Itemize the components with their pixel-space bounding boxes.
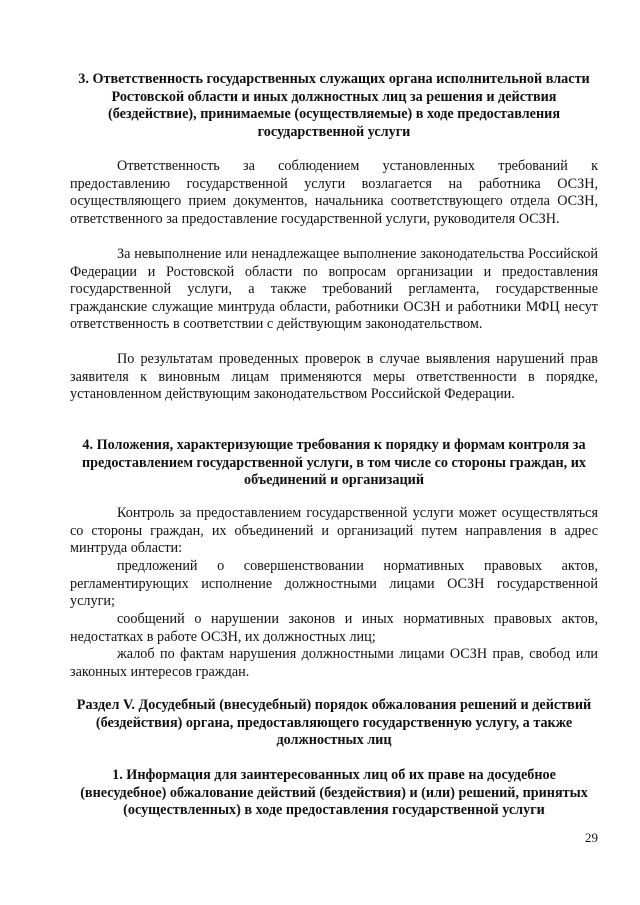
- section-3-paragraph-3: По результатам проведенных проверок в случае выявления нарушений прав заявителя к виновным лицам применяются меры ответственности в порядке, установленном действующим законодательством Российской Федерации.: [70, 351, 598, 403]
- section-4-paragraph-1: Контроль за предоставлением государственной услуги может осуществляться со стороны граждан, их объединений и организаций путем направления в адрес минтруда области:: [70, 505, 598, 557]
- section-4-heading: 4. Положения, характеризующие требования к порядку и формам контроля за предоставлением государственной услуги, в том числе со стороны граждан, их объединений и организаций: [81, 437, 587, 489]
- part-5-section-1-heading: 1. Информация для заинтересованных лиц об их праве на досудебное (внесудебное) обжалование действий (бездействия) и (или) решений, принятых (осуществленных) в ходе предоставления государственной услуги: [80, 767, 588, 819]
- section-4-paragraph-4: жалоб по фактам нарушения должностными лицами ОСЗН прав, свобод или законных интересов граждан.: [70, 646, 598, 680]
- section-4-paragraph-2: предложений о совершенствовании нормативных правовых актов, регламентирующих исполнение должностными лицами ОСЗН государственной услуги;: [70, 558, 598, 610]
- part-5-heading: Раздел V. Досудебный (внесудебный) порядок обжалования решений и действий (бездействия) органа, предоставляющего государственную услугу, а также должностных лиц: [76, 697, 592, 749]
- section-4-paragraph-3: сообщений о нарушении законов и иных нормативных правовых актов, недостатках в работе ОСЗН, их должностных лиц;: [70, 611, 598, 645]
- section-3-paragraph-2: За невыполнение или ненадлежащее выполнение законодательства Российской Федерации и Ростовской области по вопросам организации и предоставления государственной услуги, а также требований регламента, государственные гражданские служащие минтруда области, работники ОСЗН и работники МФЦ несут ответственность в соответствии с действующим законодательством.: [70, 246, 598, 333]
- page-number: 29: [585, 830, 598, 845]
- section-3-paragraph-1: Ответственность за соблюдением установленных требований к предоставлению государственной услуги возлагается на работника ОСЗН, осуществляющего прием документов, начальника соответствующего отдела ОСЗН, ответственного за предоставление государственной услуги, руководителя ОСЗН.: [70, 158, 598, 227]
- section-3-heading: 3. Ответственность государственных служащих органа исполнительной власти Ростовской области и иных должностных лиц за решения и действия (бездействие), принимаемые (осуществляемые) в ходе предоставления государственной услуги: [78, 71, 590, 140]
